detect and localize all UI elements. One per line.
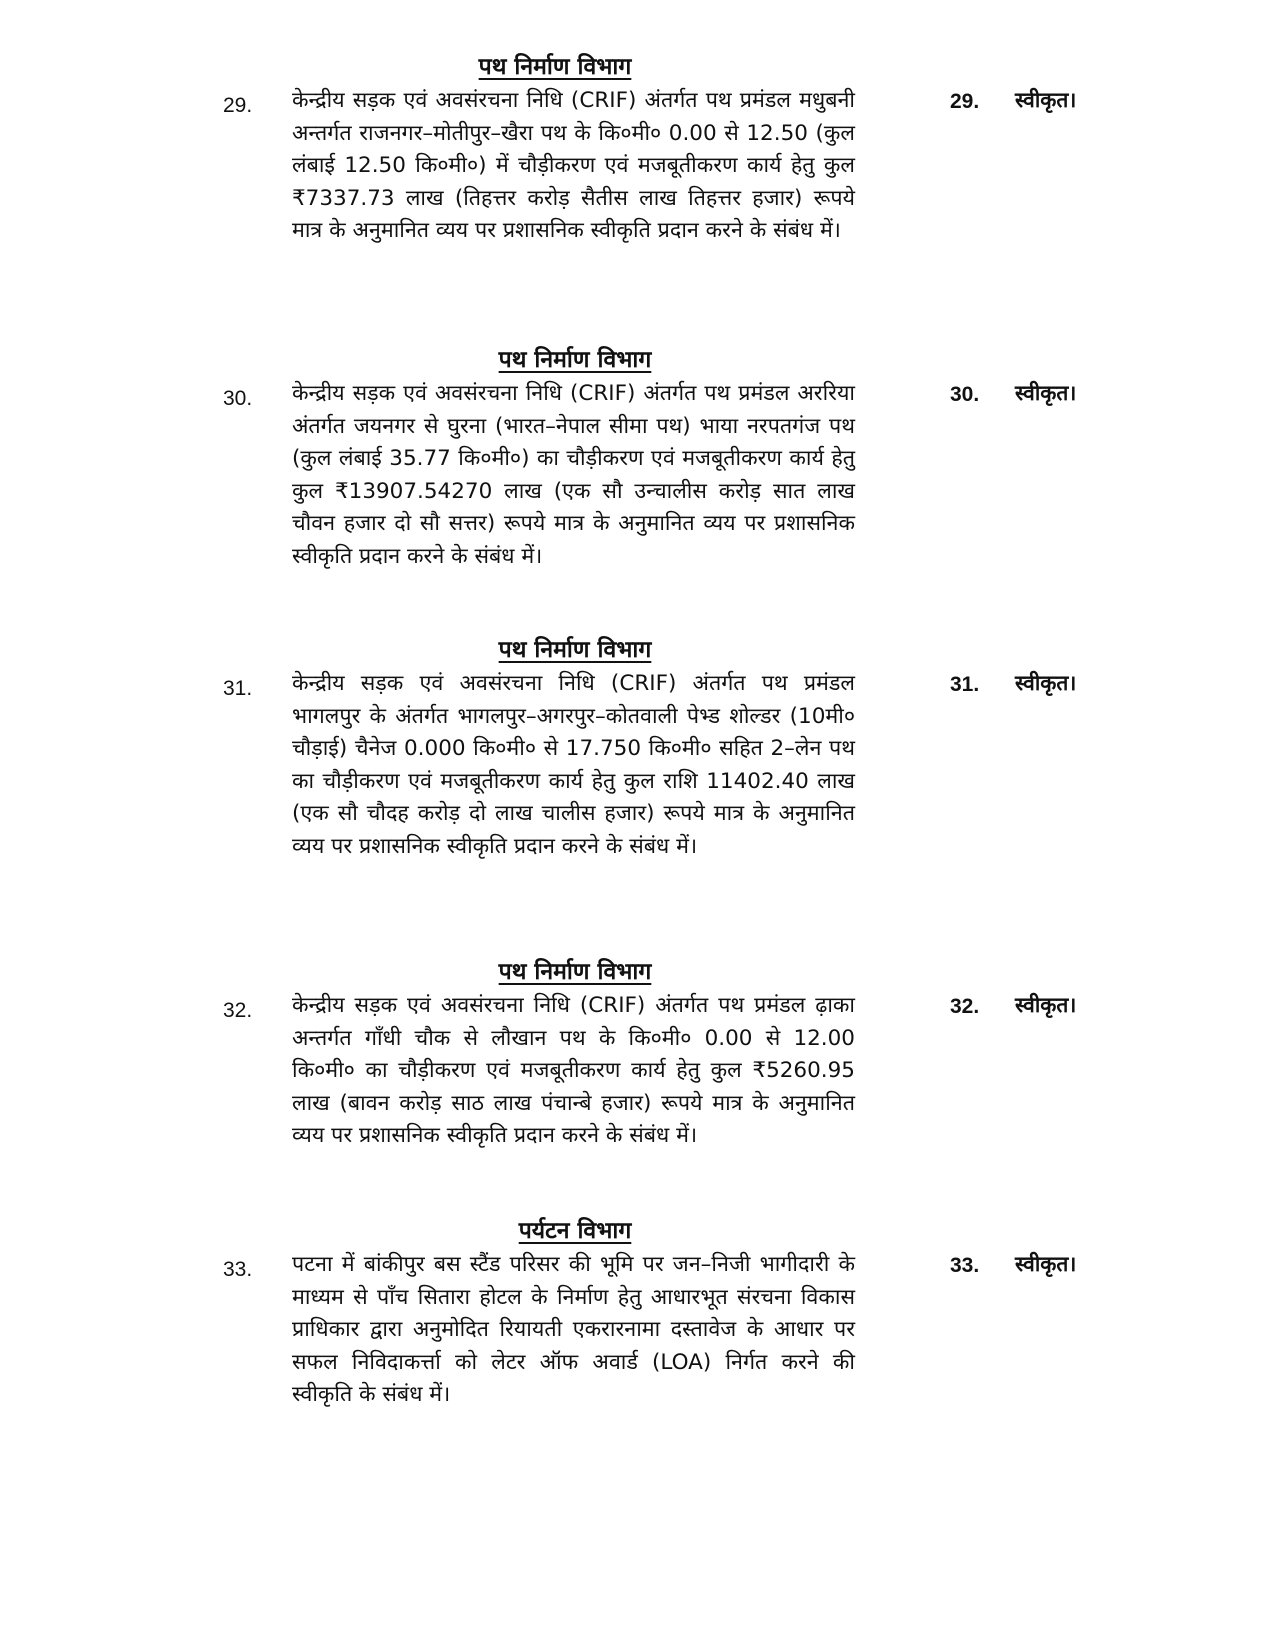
decision-serial-number: 31. <box>950 673 980 696</box>
department-heading: पथ निर्माण विभाग <box>498 637 652 663</box>
decision-serial-number: 30. <box>950 383 980 406</box>
decision-serial-number: 32. <box>950 995 980 1018</box>
department-heading: पथ निर्माण विभाग <box>478 54 632 80</box>
item-serial-number: 29. <box>223 94 253 117</box>
decision-serial-number: 33. <box>950 1254 980 1277</box>
item-serial-number: 30. <box>223 387 253 410</box>
decision-status: स्वीकृत। <box>1015 381 1077 405</box>
department-heading: पथ निर्माण विभाग <box>498 959 652 985</box>
decision-status: स्वीकृत। <box>1015 88 1077 112</box>
decision-status: स्वीकृत। <box>1015 671 1077 695</box>
decision-serial-number: 29. <box>950 90 980 113</box>
item-description: केन्द्रीय सड़क एवं अवसंरचना निधि (CRIF) अंतर्गत पथ प्रमंडल मधुबनी अन्तर्गत राजनगर–मोतीपुर–खैरा पथ के कि०मी० 0.00 से 12.50 (कुल लंबाई 12.50 कि०मी०) में चौड़ीकरण एवं मजबूतीकरण कार्य हेतु कुल ₹7337.73 लाख (तिहत्तर करोड़ सैतीस लाख तिहत्तर हजार) रूपये मात्र के अनुमानित व्यय पर प्रशासनिक स्वीकृति प्रदान करने के संबंध में। <box>292 88 855 244</box>
item-description: केन्द्रीय सड़क एवं अवसंरचना निधि (CRIF) अंतर्गत पथ प्रमंडल ढ़ाका अन्तर्गत गाँधी चौक से लौखान पथ के कि०मी० 0.00 से 12.00 कि०मी० का चौड़ीकरण एवं मजबूतीकरण कार्य हेतु कुल ₹5260.95 लाख (बावन करोड़ साठ लाख पंचान्बे हजार) रूपये मात्र के अनुमानित व्यय पर प्रशासनिक स्वीकृति प्रदान करने के संबंध में। <box>292 993 855 1149</box>
department-heading: पथ निर्माण विभाग <box>498 347 652 373</box>
decision-status: स्वीकृत। <box>1015 993 1077 1017</box>
item-description: पटना में बांकीपुर बस स्टैंड परिसर की भूमि पर जन–निजी भागीदारी के माध्यम से पाँच सितारा होटल के निर्माण हेतु आधारभूत संरचना विकास प्राधिकार द्वारा अनुमोदित रियायती एकरारनामा दस्तावेज के आधार पर सफल निविदाकर्त्ता को लेटर ऑफ अवार्ड (LOA) निर्गत करने की स्वीकृति के संबंध में। <box>292 1252 855 1408</box>
department-heading: पर्यटन विभाग <box>518 1218 632 1244</box>
item-description: केन्द्रीय सड़क एवं अवसंरचना निधि (CRIF) अंतर्गत पथ प्रमंडल अररिया अंतर्गत जयनगर से घुरना (भारत–नेपाल सीमा पथ) भाया नरपतगंज पथ (कुल लंबाई 35.77 कि०मी०) का चौड़ीकरण एवं मजबूतीकरण कार्य हेतु कुल ₹13907.54270 लाख (एक सौ उन्चालीस करोड़ सात लाख चौवन हजार दो सौ सत्तर) रूपये मात्र के अनुमानित व्यय पर प्रशासनिक स्वीकृति प्रदान करने के संबंध में। <box>292 381 855 569</box>
decision-status: स्वीकृत। <box>1015 1252 1077 1276</box>
item-serial-number: 33. <box>223 1258 253 1281</box>
item-description: केन्द्रीय सड़क एवं अवसंरचना निधि (CRIF) अंतर्गत पथ प्रमंडल भागलपुर के अंतर्गत भागलपुर–अगरपुर–कोतवाली पेभ्ड शोल्डर (10मी० चौड़ाई) चैनेज 0.000 कि०मी० से 17.750 कि०मी० सहित 2–लेन पथ का चौड़ीकरण एवं मजबूतीकरण कार्य हेतु कुल राशि 11402.40 लाख (एक सौ चौदह करोड़ दो लाख चालीस हजार) रूपये मात्र के अनुमानित व्यय पर प्रशासनिक स्वीकृति प्रदान करने के संबंध में। <box>292 671 855 859</box>
item-serial-number: 32. <box>223 999 253 1022</box>
item-serial-number: 31. <box>223 677 253 700</box>
